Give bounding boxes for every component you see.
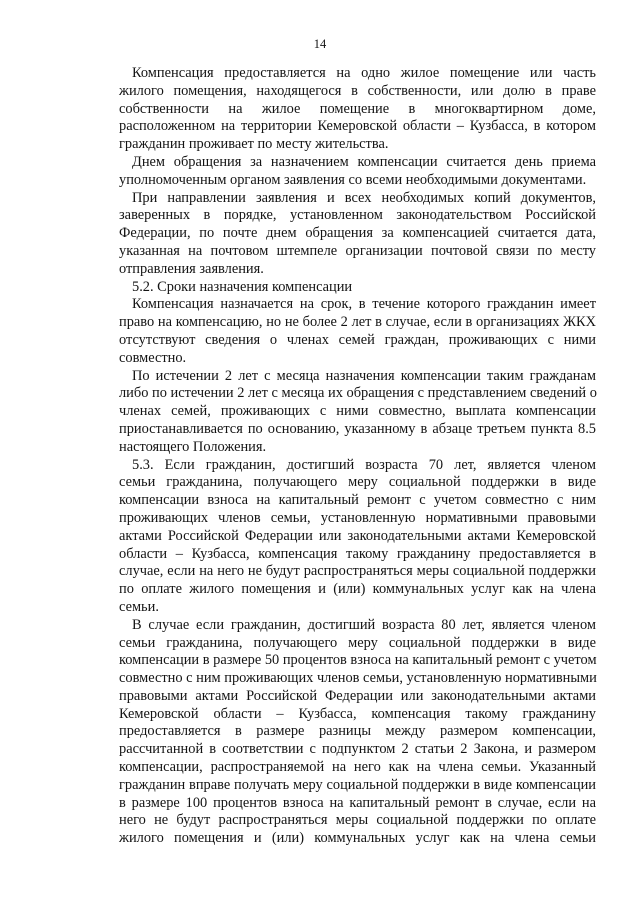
- text-line: рассчитанной в соответствии с подпунктом 2 статьи 2 Закона, и размером: [119, 741, 596, 758]
- text-line: жилого помещения и (или) коммунальных услуг как на члена семьи: [119, 830, 596, 847]
- text-line: семьи гражданина, получающего меру социальной поддержки в виде: [119, 474, 596, 491]
- text-line: случае, если на него не будут распространяться меры социальной поддержки: [119, 563, 596, 580]
- text-line: право на компенсацию, но не более 2 лет в случае, если в организациях ЖКХ: [119, 314, 596, 331]
- text-line: членах семей, проживающих с ними совместно, выплата компенсации: [119, 403, 596, 420]
- document-body: [119, 65, 596, 848]
- text-line: собственности на жилое помещение в многоквартирном доме,: [119, 100, 596, 117]
- paragraph-first-line: Компенсация назначается на срок, в течение которого гражданин имеет: [132, 296, 596, 313]
- text-line: семьи.: [119, 598, 159, 615]
- text-line: в размере 100 процентов взноса на капитальный ремонт в случае, если на: [119, 794, 596, 811]
- text-line: гражданин проживает по месту жительства.: [119, 136, 389, 153]
- text-line: компенсации взноса на капитальный ремонт с учетом совместно с ним: [119, 492, 596, 509]
- text-line: либо по истечении 2 лет с месяца их обращения с представлением сведений о: [119, 385, 597, 402]
- text-line: настоящего Положения.: [119, 438, 267, 455]
- text-line: совместно.: [119, 349, 187, 366]
- text-line: Федерации, по почте днем обращения за компенсацией считается дата,: [119, 225, 596, 242]
- text-line: расположенном на территории Кемеровской области – Кузбасса, в котором: [119, 118, 596, 135]
- text-line: указанная на почтовом штемпеле организации почтовой связи по месту: [119, 242, 596, 259]
- paragraph-first-line: В случае если гражданин, достигший возраста 80 лет, является членом: [132, 616, 596, 633]
- paragraph-first-line: При направлении заявления и всех необходимых копий документов,: [132, 189, 596, 206]
- text-line: заверенных в порядке, установленном законодательством Российской: [119, 207, 596, 224]
- paragraph-first-line: Днем обращения за назначением компенсации считается день приема: [132, 153, 596, 170]
- text-line: отсутствуют сведения о членах семей граждан, проживающих с ними: [119, 331, 596, 348]
- text-line: области – Кузбасса, компенсация такому гражданину предоставляется в: [119, 545, 596, 562]
- text-line: Кемеровской области – Кузбасса, компенсация такому гражданину: [119, 705, 596, 722]
- text-line: совместно с ним проживающих членов семьи, установленную нормативными: [119, 670, 597, 687]
- paragraph-first-line: Компенсация предоставляется на одно жилое помещение или часть: [132, 65, 596, 81]
- text-line: по оплате жилого помещения и (или) коммунальных услуг как на члена: [119, 581, 596, 598]
- text-line: проживающих членов семьи, установленную нормативными правовыми: [119, 509, 596, 526]
- page-number: 14: [313, 37, 327, 51]
- paragraph-first-line: По истечении 2 лет с месяца назначения компенсации таким гражданам: [132, 367, 596, 384]
- paragraph-first-line: 5.3. Если гражданин, достигший возраста 70 лет, является членом: [132, 456, 596, 473]
- text-line: компенсации в размере 50 процентов взноса на капитальный ремонт с учетом: [119, 652, 597, 669]
- text-line: жилого помещения, находящегося в собственности, или долю в праве: [119, 82, 596, 99]
- text-line: актами Российской Федерации или законодательными актами Кемеровской: [119, 527, 596, 544]
- text-line: предоставляется в размере разницы между размером компенсации,: [119, 723, 596, 740]
- text-line: гражданин вправе получать меру социальной поддержки в виде компенсации: [119, 776, 596, 793]
- text-line: отправления заявления.: [119, 260, 264, 277]
- text-line: него не будут распространяться меры социальной поддержки по оплате: [119, 812, 596, 829]
- text-line: семьи гражданина, получающего меру социальной поддержки в виде: [119, 634, 596, 651]
- text-line: уполномоченным органом заявления со всеми необходимыми документами.: [119, 171, 587, 188]
- text-line: правовыми актами Российской Федерации или законодательными актами: [119, 687, 596, 704]
- paragraph-first-line: 5.2. Сроки назначения компенсации: [132, 278, 353, 295]
- text-line: компенсации, распространяемой на него как на члена семьи. Указанный: [119, 759, 596, 776]
- text-line: приостанавливается по основанию, указанному в абзаце третьем пункта 8.5: [119, 420, 596, 437]
